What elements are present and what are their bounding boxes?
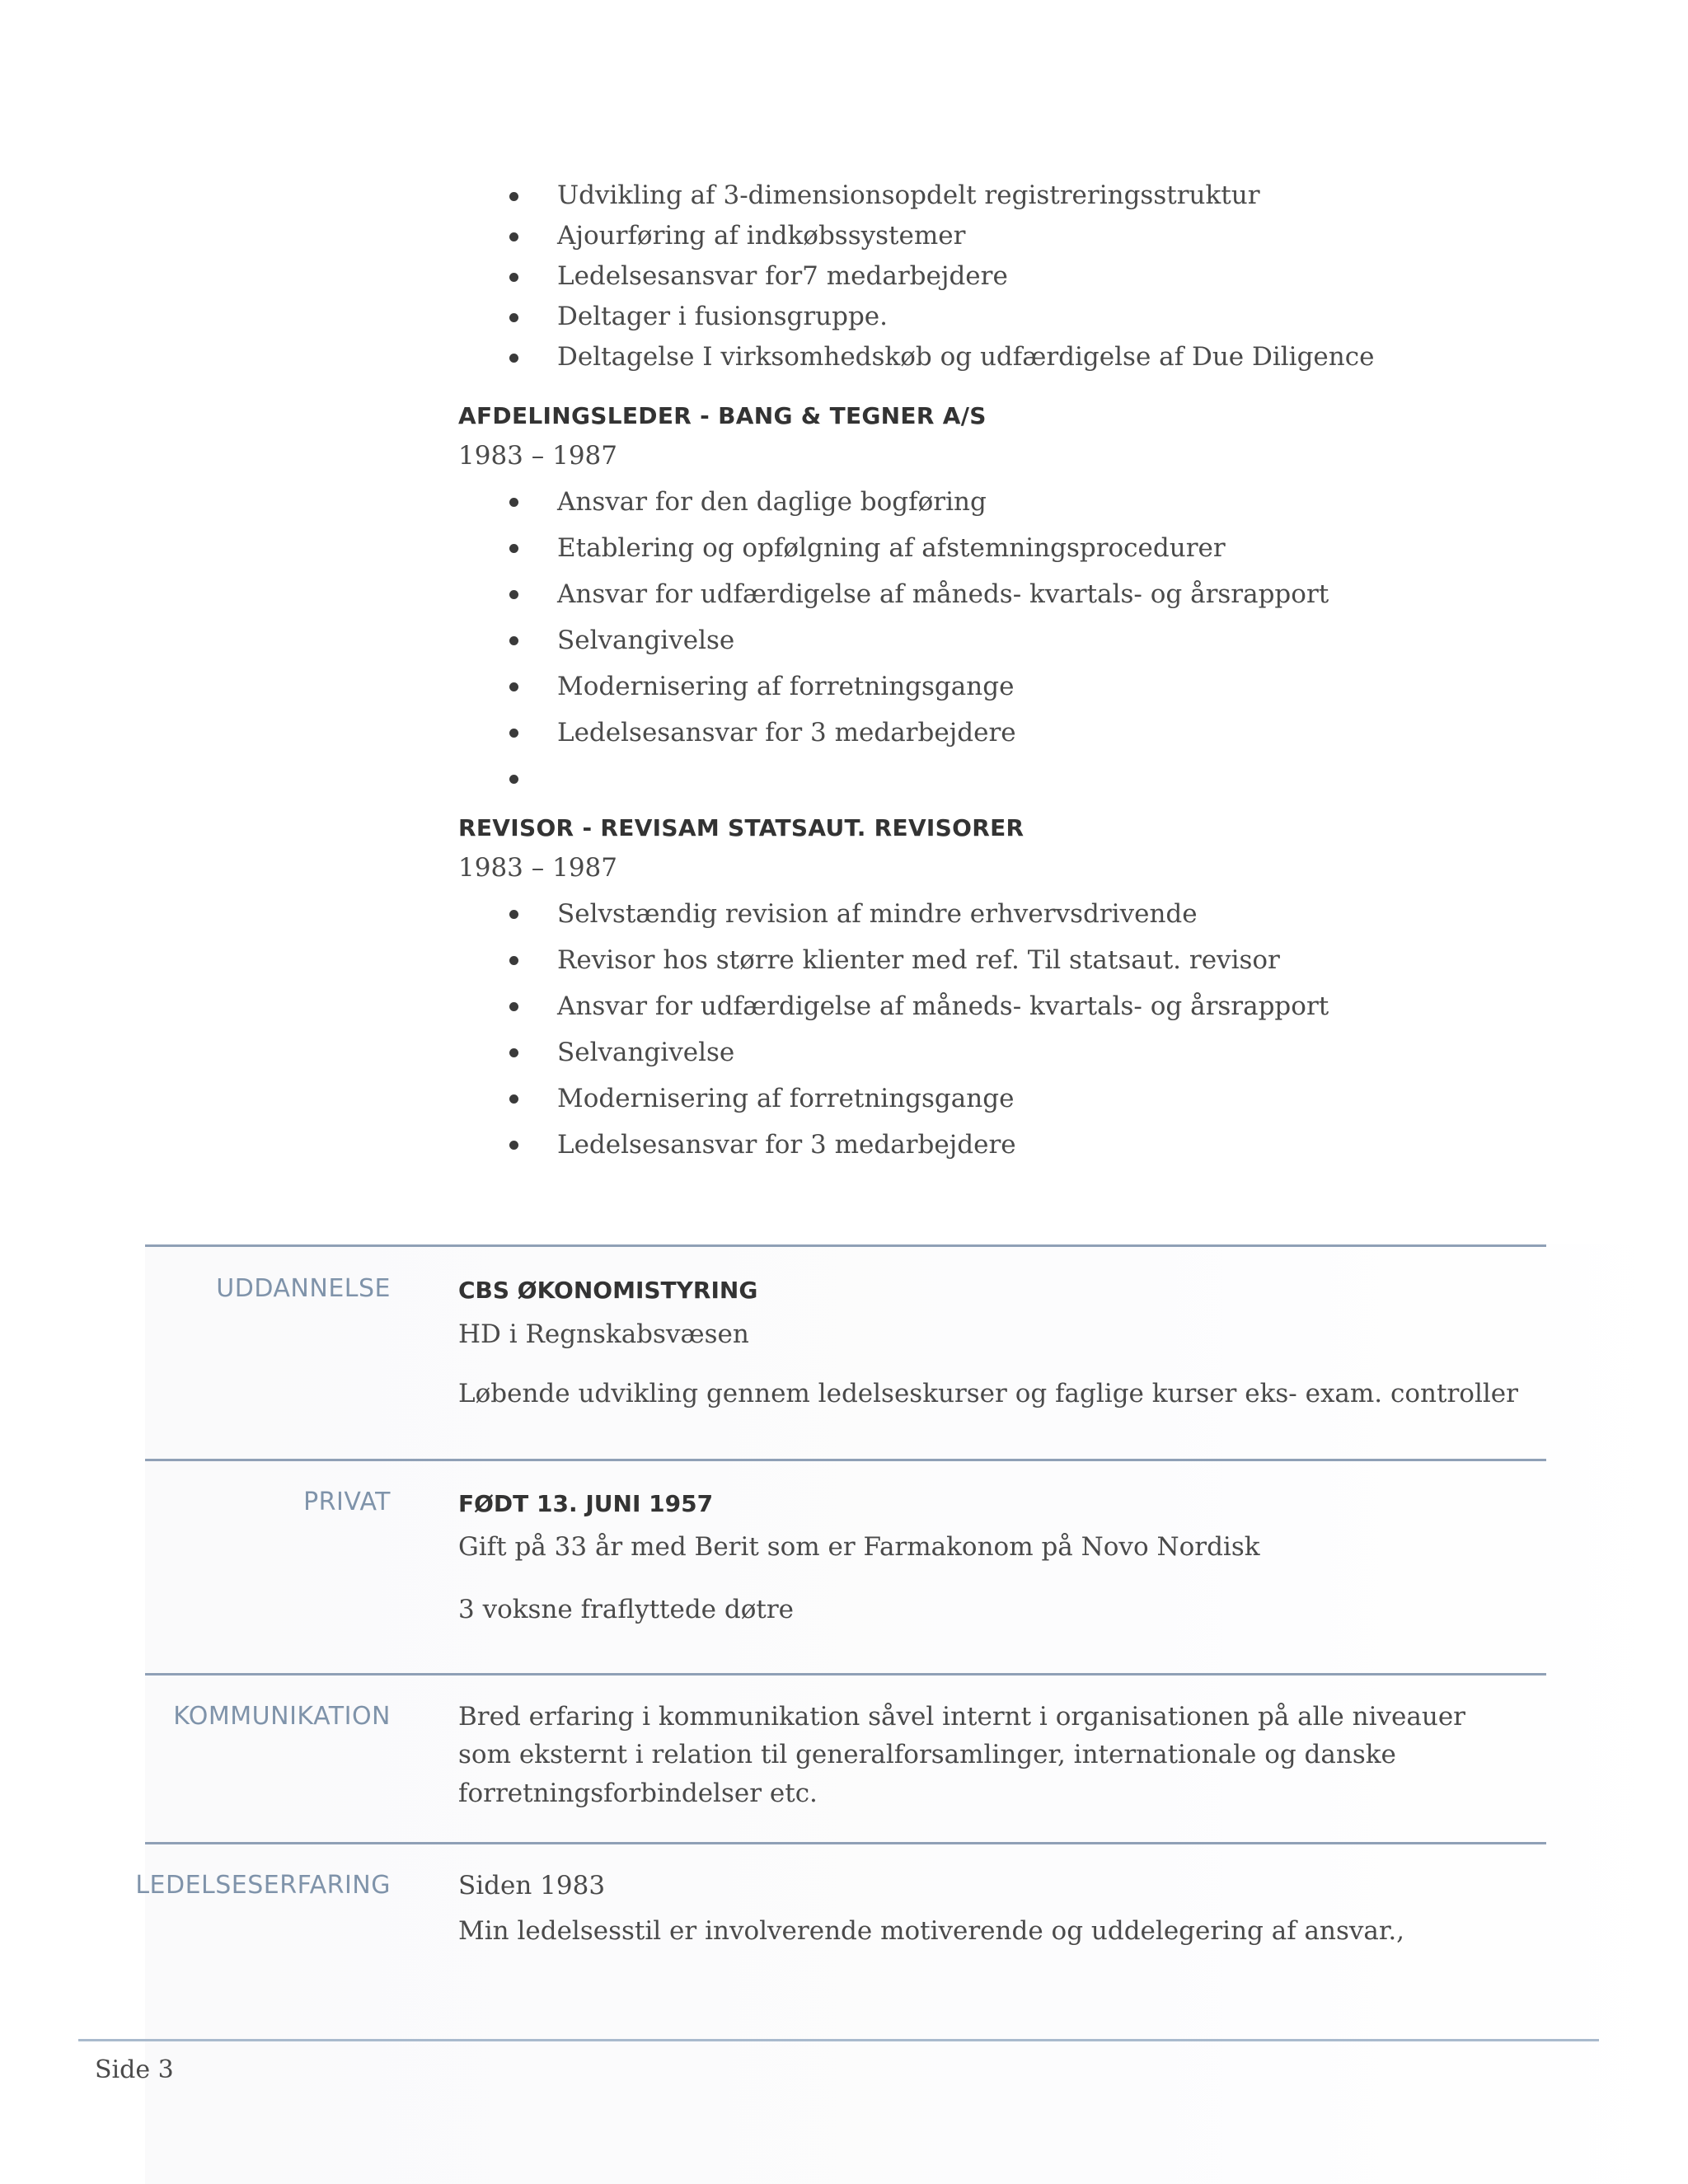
bullet-dot-icon xyxy=(509,498,518,507)
bullet-text: Revisor hos større klienter med ref. Til statsaut. revisor xyxy=(557,945,1280,975)
section-label-ledelseserfaring: LEDELSESERFARING xyxy=(135,1871,391,1900)
bullet-dot-icon xyxy=(509,192,518,201)
job-title: AFDELINGSLEDER - BANG & TEGNER A/S xyxy=(458,402,987,429)
section-label-uddannelse: UDDANNELSE xyxy=(216,1274,391,1303)
job-dates: 1983 – 1987 xyxy=(458,441,617,471)
page-number: Side 3 xyxy=(95,2055,174,2084)
bullet-text: Udvikling af 3-dimensionsopdelt registreringsstruktur xyxy=(557,180,1260,210)
bullet-item xyxy=(458,710,1329,756)
section-divider xyxy=(145,1842,1546,1844)
bullet-item xyxy=(458,937,1329,983)
bullet-item xyxy=(458,337,1374,377)
bullet-item xyxy=(458,525,1329,571)
bullet-text: Modernisering af forretningsgange xyxy=(557,1084,1015,1113)
bullet-item xyxy=(458,891,1329,937)
bullet-text: Ledelsesansvar for 3 medarbejdere xyxy=(557,718,1016,748)
bullet-item xyxy=(458,571,1329,617)
job-bullets xyxy=(458,479,1329,802)
bullet-dot-icon xyxy=(509,1094,518,1104)
bullet-dot-icon xyxy=(509,232,518,241)
job-block-continued xyxy=(458,176,1374,377)
bullet-text: Ansvar for udfærdigelse af måneds- kvartals- og årsrapport xyxy=(557,991,1329,1021)
section-text: Siden 1983 xyxy=(458,1871,606,1900)
bullet-text: Deltager i fusionsgruppe. xyxy=(557,302,889,331)
bullet-item xyxy=(458,297,1374,337)
bullet-text: Etablering og opfølgning af afstemningsprocedurer xyxy=(557,533,1226,563)
bullet-item xyxy=(458,983,1329,1029)
job-title: REVISOR - REVISAM STATSAUT. REVISORER xyxy=(458,814,1025,841)
section-text: Løbende udvikling gennem ledelseskurser og faglige kurser eks- exam. controller xyxy=(458,1379,1518,1408)
bullet-item xyxy=(458,176,1374,216)
bullet-dot-icon xyxy=(509,273,518,282)
section-label-kommunikation: KOMMUNIKATION xyxy=(173,1702,391,1731)
bullet-text: Ajourføring af indkøbssystemer xyxy=(557,221,966,251)
section-label-privat: PRIVAT xyxy=(303,1488,391,1516)
bullet-item xyxy=(458,617,1329,663)
section-divider xyxy=(145,1459,1546,1461)
bullet-dot-icon xyxy=(509,910,518,919)
bullet-dot-icon xyxy=(509,729,518,738)
section-text: Min ledelsesstil er involverende motiverende og uddelegering af ansvar., xyxy=(458,1916,1405,1946)
section-heading: FØDT 13. JUNI 1957 xyxy=(458,1490,714,1517)
job-bullets xyxy=(458,891,1329,1168)
section-text: Bred erfaring i kommunikation såvel internt i organisationen på alle niveauer xyxy=(458,1702,1465,1732)
section-divider xyxy=(145,1673,1546,1675)
bullet-item xyxy=(458,756,1329,802)
job-dates: 1983 – 1987 xyxy=(458,853,617,883)
bullet-dot-icon xyxy=(509,775,518,784)
bullet-dot-icon xyxy=(509,636,518,645)
bullet-text: Selvangivelse xyxy=(557,626,735,655)
bullet-text: Deltagelse I virksomhedskøb og udfærdigelse af Due Diligence xyxy=(557,342,1375,372)
bullet-dot-icon xyxy=(509,544,518,553)
bullet-text: Selvstændig revision af mindre erhvervsdrivende xyxy=(557,899,1198,929)
bullet-dot-icon xyxy=(509,1002,518,1011)
bullet-dot-icon xyxy=(509,313,518,322)
bullet-text: Ledelsesansvar for7 medarbejdere xyxy=(557,261,1008,291)
bullet-item xyxy=(458,1076,1329,1122)
bullet-text: Modernisering af forretningsgange xyxy=(557,672,1015,701)
bullet-dot-icon xyxy=(509,1048,518,1057)
section-divider xyxy=(145,1244,1546,1247)
bullet-dot-icon xyxy=(509,590,518,599)
bullet-item xyxy=(458,256,1374,297)
bullet-item xyxy=(458,479,1329,525)
section-text: Gift på 33 år med Berit som er Farmakonom på Novo Nordisk xyxy=(458,1532,1260,1562)
job-block-revisor xyxy=(458,814,1329,1168)
bullet-item xyxy=(458,1029,1329,1076)
bullet-dot-icon xyxy=(509,682,518,691)
bullet-dot-icon xyxy=(509,1141,518,1150)
job-continued-bullets xyxy=(458,176,1374,377)
bullet-dot-icon xyxy=(509,354,518,363)
section-text: 3 voksne fraflyttede døtre xyxy=(458,1595,795,1624)
job-block-afdelingsleder xyxy=(458,402,1329,802)
bullet-text: Ledelsesansvar for 3 medarbejdere xyxy=(557,1130,1016,1160)
bullet-item xyxy=(458,663,1329,710)
section-heading: CBS ØKONOMISTYRING xyxy=(458,1277,758,1304)
section-text: forretningsforbindelser etc. xyxy=(458,1779,818,1808)
section-text: HD i Regnskabsvæsen xyxy=(458,1319,749,1349)
bullet-text: Ansvar for den daglige bogføring xyxy=(557,487,987,517)
bullet-text: Selvangivelse xyxy=(557,1038,735,1067)
bullet-item xyxy=(458,1122,1329,1168)
bullet-item xyxy=(458,216,1374,256)
bullet-text: Ansvar for udfærdigelse af måneds- kvartals- og årsrapport xyxy=(557,579,1329,609)
footer-divider xyxy=(78,2039,1599,2041)
section-text: som eksternt i relation til generalforsamlinger, internationale og danske xyxy=(458,1740,1396,1769)
bullet-dot-icon xyxy=(509,956,518,965)
